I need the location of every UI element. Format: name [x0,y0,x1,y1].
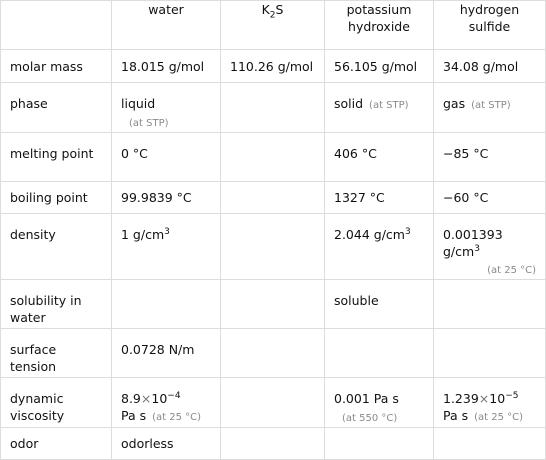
cell-k2s-surface-tension [221,329,325,378]
row-label: dynamic viscosity [1,378,112,428]
cell-k2s-odor [221,428,325,460]
table-row-dynamic-viscosity [1,378,546,428]
row-label: solubility in water [1,280,112,329]
cell-water-surface-tension: 0.0728 N/m [112,329,221,378]
cell-k2s-melting-point [221,133,325,182]
column-header-koh-label: potassium hydroxide [346,2,412,34]
row-label: density [1,214,112,280]
cell-h2s-solubility [434,280,546,329]
row-label: odor [1,428,112,460]
viscosity-note: (at 25 °C) [152,412,202,423]
cell-water-viscosity [112,378,221,428]
cell-koh-viscosity [325,378,434,428]
cell-k2s-solubility [221,280,325,329]
density-note: (at 25 °C) [487,265,536,276]
cell-water-density [112,214,221,280]
cell-h2s-melting-point: −85 °C [434,133,546,182]
density-value: 2.044 g/cm [334,227,405,242]
density-exponent: 3 [164,226,170,237]
cell-koh-melting-point: 406 °C [325,133,434,182]
viscosity-base: 10 [489,391,506,406]
column-header-water-label: water [148,2,184,17]
table-row-density [1,214,546,280]
row-label: melting point [1,133,112,182]
table-row-surface-tension [1,329,546,378]
table-row-solubility [1,280,546,329]
table-row-odor [1,428,546,460]
cell-h2s-boiling-point: −60 °C [434,182,546,214]
cell-k2s-molar-mass: 110.26 g/mol [221,50,325,83]
corner-cell [1,1,112,50]
cell-koh-boiling-point: 1327 °C [325,182,434,214]
density-value: 0.001393 g/cm [443,227,503,259]
row-label: surface tension [1,329,112,378]
cell-h2s-odor [434,428,546,460]
times-sign: × [140,391,152,406]
cell-koh-solubility: soluble [325,280,434,329]
row-label: boiling point [1,182,112,214]
cell-water-boiling-point: 99.9839 °C [112,182,221,214]
viscosity-value: 0.001 Pa s [334,391,399,406]
header-row [1,1,546,50]
table-row-melting-point [1,133,546,182]
table-row-phase [1,83,546,133]
viscosity-unit: Pa s [443,408,469,423]
viscosity-mantissa: 8.9 [121,391,141,406]
phase-value: solid [334,96,364,111]
cell-water-solubility [112,280,221,329]
cell-koh-surface-tension [325,329,434,378]
cell-h2s-density [434,214,546,280]
row-label: molar mass [1,50,112,83]
viscosity-base: 10 [151,391,168,406]
column-header-water [112,1,221,50]
cell-h2s-phase [434,83,546,133]
phase-value: liquid [121,96,156,111]
cell-koh-phase [325,83,434,133]
cell-h2s-molar-mass: 34.08 g/mol [434,50,546,83]
cell-k2s-viscosity [221,378,325,428]
column-header-h2s-label: hydrogen sulfide [459,2,520,34]
table-row-molar-mass [1,50,546,83]
cell-h2s-surface-tension [434,329,546,378]
times-sign: × [478,391,490,406]
viscosity-note: (at 550 °C) [342,413,398,424]
cell-koh-density [325,214,434,280]
cell-water-melting-point: 0 °C [112,133,221,182]
phase-note: (at STP) [129,118,169,129]
phase-note: (at STP) [471,100,511,111]
cell-k2s-boiling-point [221,182,325,214]
k2s-s: S [275,2,284,17]
k2s-subscript: 2 [269,10,276,21]
cell-water-phase [112,83,221,133]
viscosity-exponent: −4 [167,390,181,401]
viscosity-mantissa: 1.239 [443,391,479,406]
cell-koh-odor [325,428,434,460]
column-header-hydrogen-sulfide [434,1,546,50]
table-row-boiling-point [1,182,546,214]
density-value: 1 g/cm [121,227,165,242]
cell-koh-molar-mass: 56.105 g/mol [325,50,434,83]
phase-value: gas [443,96,466,111]
column-header-k2s [221,1,325,50]
viscosity-unit: Pa s [121,408,147,423]
viscosity-note: (at 25 °C) [474,412,524,423]
cell-water-odor: odorless [112,428,221,460]
cell-water-molar-mass: 18.015 g/mol [112,50,221,83]
cell-h2s-viscosity [434,378,546,428]
column-header-potassium-hydroxide [325,1,434,50]
cell-k2s-density [221,214,325,280]
phase-note: (at STP) [369,100,409,111]
k2s-k: K [261,2,270,17]
cell-k2s-phase [221,83,325,133]
density-exponent: 3 [404,226,411,237]
density-exponent: 3 [474,243,480,254]
row-label: phase [1,83,112,133]
viscosity-exponent: −5 [505,390,519,401]
